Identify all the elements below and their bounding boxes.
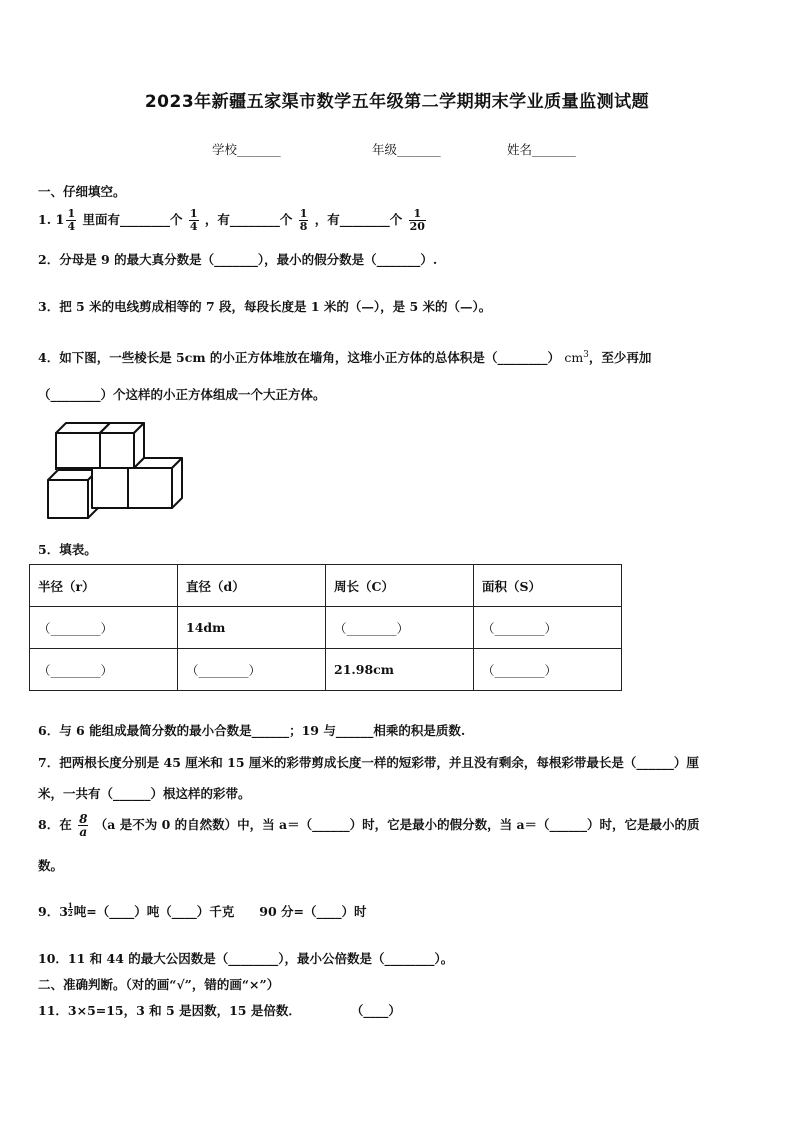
q4-unit-base: cm — [564, 350, 584, 365]
school-field[interactable]: 学校_______ — [212, 142, 281, 157]
q1-text-1: 里面有________个 — [82, 212, 183, 227]
q1-mixed-denominator: 4 — [67, 220, 76, 233]
q1-mixed-integer: 1 — [55, 213, 65, 228]
q9-fraction — [68, 902, 73, 917]
name-field[interactable]: 姓名_______ — [507, 142, 576, 157]
stacked-cubes-figure — [44, 420, 189, 525]
table-header-cell: 半径（r） — [30, 565, 178, 607]
question-11: 11．3×5=15，3 和 5 是因数，15 是倍数． （____） — [38, 1003, 401, 1018]
cube-front-face-6 — [128, 468, 172, 508]
q1-f1-denominator: 4 — [189, 220, 198, 233]
question-6: 6．与 6 能组成最简分数的最小合数是______；19 与______相乘的积是质数. — [38, 723, 466, 738]
page-title: 2023年新疆五家渠市数学五年级第二学期期末学业质量监测试题 — [144, 92, 650, 112]
question-5: 5．填表。 — [38, 542, 97, 557]
q1-fraction-1 — [189, 208, 199, 233]
q8-text: （a 是不为 0 的自然数）中，当 a＝（______）时，它是最小的假分数，当 a＝（______）时，它是最小的质 — [94, 817, 700, 832]
cube-front-face-4 — [48, 480, 88, 518]
question-4-line-2: （________）个这样的小正方体组成一个大正方体。 — [38, 387, 326, 402]
table-cell-blank[interactable]: （________） — [474, 607, 622, 649]
q1-f3-numerator: 1 — [409, 208, 426, 221]
cube-side-face-3 — [172, 458, 182, 508]
q9-prefix: 9．3 — [38, 904, 68, 919]
q4-unit-exponent: 3 — [583, 349, 589, 360]
section-2-heading: 二、准确判断。（对的画“√”，错的画“×”） — [38, 977, 280, 992]
question-7-line-1: 7．把两根长度分别是 45 厘米和 15 厘米的彩带剪成长度一样的短彩带，并且没有剩余，每根彩带最长是（______）厘 — [38, 755, 699, 770]
q8-numerator: 8 — [79, 812, 88, 826]
question-3: 3．把 5 米的电线剪成相等的 7 段，每段长度是 1 米的（—），是 5 米的（—）。 — [38, 299, 492, 314]
question-8-line-1 — [38, 813, 700, 838]
q1-mixed-numerator: 1 — [67, 207, 76, 220]
table-cell-blank[interactable]: （________） — [474, 649, 622, 691]
question-2: 2．分母是 9 的最大真分数是（_______），最小的假分数是（_______）. — [38, 252, 438, 267]
circle-table — [29, 564, 622, 691]
q1-number: 1. — [38, 212, 52, 227]
cube-front-face-5 — [92, 468, 128, 508]
table-cell-blank[interactable]: （________） — [326, 607, 474, 649]
q1-text-3: ，有________个 — [314, 212, 403, 227]
q4-text-a: 4．如下图，一些棱长是 5cm 的小正方体堆放在墙角，这堆小正方体的总体积是（________） — [38, 350, 560, 365]
q9-denominator: 2 — [67, 909, 73, 918]
q1-f3-denominator: 20 — [409, 220, 425, 233]
table-header-cell: 面积（S） — [474, 565, 622, 607]
table-row — [30, 649, 622, 691]
table-header-cell: 周长（C） — [326, 565, 474, 607]
q9-numerator: 1 — [67, 901, 73, 910]
q9-text: 吨=（____）吨（____）千克 90 分=（____）时 — [73, 904, 367, 919]
q1-fraction-2 — [299, 208, 309, 233]
cube-front-face-2 — [100, 433, 134, 468]
question-8-line-2: 数。 — [38, 858, 64, 873]
q4-text-b: ，至少再加 — [588, 350, 652, 365]
q1-f2-denominator: 8 — [299, 220, 308, 233]
q1-f2-numerator: 1 — [299, 207, 308, 220]
q1-f1-numerator: 1 — [189, 207, 198, 220]
question-1 — [38, 208, 428, 233]
cube-front-face-1 — [56, 433, 100, 468]
q8-prefix: 8．在 — [38, 817, 72, 832]
table-cell-blank[interactable]: （________） — [30, 649, 178, 691]
q8-fraction — [78, 813, 88, 838]
table-header-cell: 直径（d） — [178, 565, 326, 607]
q4-unit — [564, 350, 589, 365]
q8-denominator: a — [79, 825, 88, 839]
table-row — [30, 607, 622, 649]
q1-mixed-fraction — [66, 208, 76, 233]
table-header-row — [30, 565, 622, 607]
question-4-line-1 — [38, 348, 651, 366]
question-9 — [38, 902, 366, 920]
q1-fraction-3 — [409, 208, 426, 233]
question-7-line-2: 米，一共有（______）根这样的彩带。 — [38, 786, 251, 801]
table-cell-value: 21.98cm — [326, 649, 474, 691]
table-cell-value: 14dm — [178, 607, 326, 649]
question-10: 10．11 和 44 的最大公因数是（________），最小公倍数是（________）。 — [38, 951, 454, 966]
q1-text-2: ，有________个 — [204, 212, 293, 227]
table-cell-blank[interactable]: （________） — [30, 607, 178, 649]
grade-field[interactable]: 年级_______ — [372, 142, 441, 157]
table-cell-blank[interactable]: （________） — [178, 649, 326, 691]
section-1-heading: 一、仔细填空。 — [38, 184, 126, 199]
